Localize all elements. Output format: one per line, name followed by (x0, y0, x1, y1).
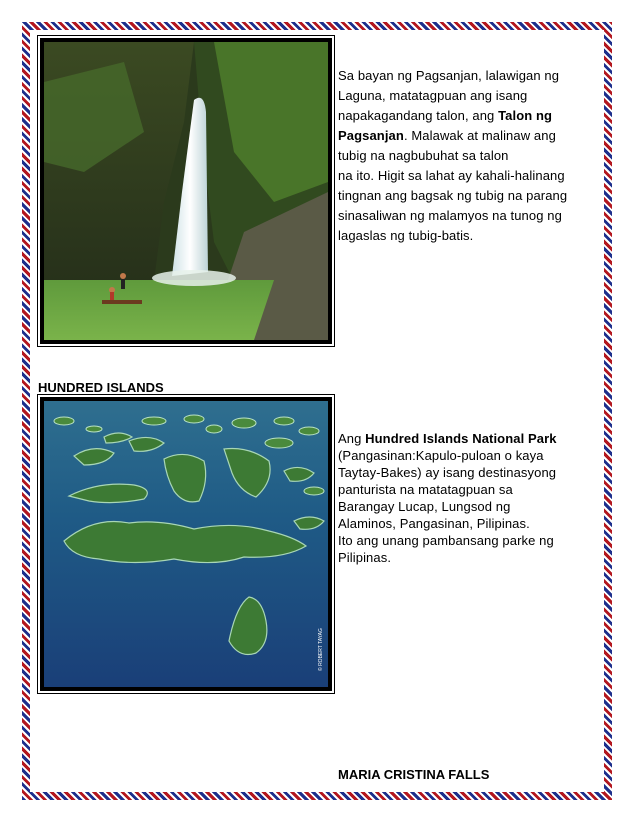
bold-text: Talon ng (498, 108, 553, 123)
pagsanjan-description (338, 66, 600, 246)
line-text: Sa bayan ng Pagsanjan, lalawigan ng (338, 68, 560, 83)
text-line (338, 206, 600, 226)
hundred-islands-description (338, 430, 600, 566)
islands-image (44, 401, 328, 687)
line-text: (Pangasinan:Kapulo-puloan o kaya (338, 448, 544, 463)
text-line (338, 86, 600, 106)
text-line (338, 186, 600, 206)
line-text: Ang (338, 431, 366, 446)
text-line (338, 430, 600, 447)
text-line (338, 66, 600, 86)
bold-text: Pagsanjan (338, 128, 404, 143)
text-line (338, 549, 600, 566)
text-line (338, 464, 600, 481)
text-line (338, 166, 600, 186)
line-text: sinasaliwan ng malamyos na tunog ng (338, 208, 562, 223)
text-line (338, 146, 600, 166)
hundred-islands-photo (40, 397, 332, 691)
line-text: Taytay-Bakes) ay isang destinasyong (338, 465, 557, 480)
waterfall-image (44, 42, 328, 340)
text-line (338, 126, 600, 146)
line-text: Ito ang unang pambansang parke ng (338, 533, 554, 548)
line-text: na ito. Higit sa lahat ay kahali-halinang (338, 168, 565, 183)
text-line (338, 447, 600, 464)
line-text: tubig na nagbubuhat sa talon (338, 148, 509, 163)
heading-hundred-islands: HUNDRED ISLANDS (38, 380, 164, 395)
bold-text: Hundred Islands National Park (365, 431, 557, 446)
svg-text:© ROBERT TAYAG: © ROBERT TAYAG (318, 628, 324, 671)
pagsanjan-falls-photo (40, 38, 332, 344)
text-line (338, 481, 600, 498)
text-line (338, 515, 600, 532)
line-text: Barangay Lucap, Lungsod ng (338, 499, 511, 514)
line-text: . Malawak at malinaw ang (403, 128, 556, 143)
text-line (338, 106, 600, 126)
line-text: Pilipinas. (338, 550, 392, 565)
line-text: tingnan ang bagsak ng tubig na parang (338, 188, 568, 203)
line-text: Alaminos, Pangasinan, Pilipinas. (338, 516, 530, 531)
line-text: lagaslas ng tubig-batis. (338, 228, 474, 243)
line-text: panturista na matatagpuan sa (338, 482, 513, 497)
text-line (338, 226, 600, 246)
line-text: napakagandang talon, ang (338, 108, 499, 123)
text-line (338, 532, 600, 549)
line-text: Laguna, matatagpuan ang isang (338, 88, 528, 103)
text-line (338, 498, 600, 515)
heading-maria-cristina-falls: MARIA CRISTINA FALLS (338, 767, 490, 782)
